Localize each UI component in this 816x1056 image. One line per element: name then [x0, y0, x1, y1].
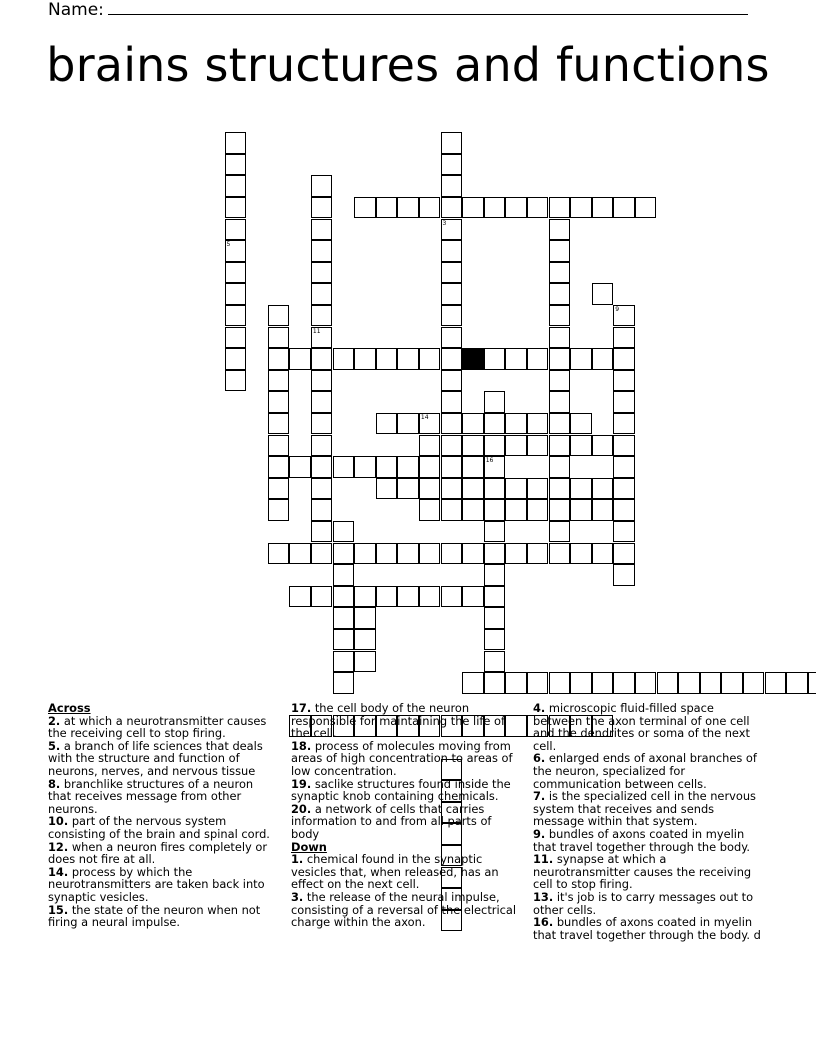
- grid-cell[interactable]: [268, 456, 290, 478]
- grid-cell[interactable]: [613, 348, 635, 370]
- grid-cell[interactable]: [376, 197, 398, 219]
- clue-item-number: 12.: [48, 839, 69, 854]
- grid-cell[interactable]: [441, 219, 463, 241]
- grid-cell[interactable]: [225, 283, 247, 305]
- clue-item: [48, 904, 278, 929]
- grid-cell[interactable]: [225, 240, 247, 262]
- grid-cell[interactable]: [333, 456, 355, 478]
- grid-cell[interactable]: [462, 672, 484, 694]
- grid-cell[interactable]: [311, 586, 333, 608]
- grid-cell[interactable]: [441, 262, 463, 284]
- grid-cell[interactable]: [397, 348, 419, 370]
- grid-cell[interactable]: [268, 413, 290, 435]
- clue-item-text: a network of cells that carries information to and from all parts of body: [291, 801, 492, 841]
- clue-number: 11: [312, 327, 321, 335]
- grid-cell[interactable]: [808, 672, 816, 694]
- clue-item: [48, 841, 278, 866]
- grid-cell[interactable]: [441, 154, 463, 176]
- grid-cell[interactable]: [397, 456, 419, 478]
- grid-cell[interactable]: [225, 348, 247, 370]
- clue-item-text: bundles of axons coated in myelin that travel together through the body.: [533, 826, 750, 854]
- grid-cell[interactable]: [441, 456, 463, 478]
- grid-cell[interactable]: [462, 435, 484, 457]
- grid-cell[interactable]: [311, 219, 333, 241]
- grid-cell[interactable]: [613, 543, 635, 565]
- grid-cell[interactable]: [505, 197, 527, 219]
- clue-item-text: is the specialized cell in the nervous system that receives and sends message within that system.: [533, 789, 756, 829]
- grid-cell[interactable]: [354, 586, 376, 608]
- grid-cell[interactable]: [354, 348, 376, 370]
- grid-cell[interactable]: [311, 305, 333, 327]
- clue-item: [533, 702, 763, 752]
- grid-cell[interactable]: [376, 456, 398, 478]
- clue-item-number: 17.: [291, 701, 312, 715]
- grid-cell[interactable]: [549, 543, 571, 565]
- clue-item-number: 4.: [533, 701, 546, 715]
- grid-cell[interactable]: [311, 391, 333, 413]
- clue-item: [533, 752, 763, 790]
- grid-cell[interactable]: [397, 543, 419, 565]
- clue-item-text: it's job is to carry messages out to other cells.: [533, 889, 754, 917]
- grid-cell[interactable]: [462, 456, 484, 478]
- grid-cell[interactable]: [419, 478, 441, 500]
- grid-cell[interactable]: [721, 672, 743, 694]
- clue-item-number: 15.: [48, 902, 69, 917]
- grid-cell[interactable]: [462, 499, 484, 521]
- grid-cell[interactable]: [613, 672, 635, 694]
- grid-cell[interactable]: [441, 283, 463, 305]
- clues-column-2: [291, 702, 521, 929]
- grid-cell[interactable]: [484, 521, 506, 543]
- grid-cell[interactable]: [441, 543, 463, 565]
- grid-cell[interactable]: [354, 607, 376, 629]
- grid-cell[interactable]: [549, 240, 571, 262]
- grid-cell[interactable]: [570, 543, 592, 565]
- grid-cell[interactable]: [505, 672, 527, 694]
- grid-cell[interactable]: [570, 672, 592, 694]
- grid-cell[interactable]: [613, 327, 635, 349]
- grid-cell[interactable]: [441, 197, 463, 219]
- clue-item-text: bundles of axons coated in myelin that travel together through the body. d: [533, 915, 761, 942]
- grid-cell[interactable]: [549, 435, 571, 457]
- clue-item-number: 11.: [533, 852, 554, 867]
- grid-cell[interactable]: [376, 586, 398, 608]
- grid-cell[interactable]: [570, 435, 592, 457]
- grid-cell[interactable]: [311, 413, 333, 435]
- grid-cell[interactable]: [268, 305, 290, 327]
- clue-item-number: 14.: [48, 864, 69, 879]
- grid-cell[interactable]: [484, 564, 506, 586]
- clue-item: [291, 803, 521, 841]
- grid-cell[interactable]: [505, 413, 527, 435]
- grid-cell[interactable]: [333, 586, 355, 608]
- grid-cell[interactable]: [268, 478, 290, 500]
- grid-cell[interactable]: [268, 370, 290, 392]
- grid-cell[interactable]: [311, 499, 333, 521]
- grid-cell[interactable]: [441, 391, 463, 413]
- grid-cell[interactable]: [549, 262, 571, 284]
- grid-cell[interactable]: [311, 327, 333, 349]
- grid-cell[interactable]: [592, 499, 614, 521]
- grid-cell[interactable]: [462, 543, 484, 565]
- clue-item-text: when a neuron fires completely or does not fire at all.: [48, 839, 268, 867]
- down-clue-list-continued: [533, 702, 763, 941]
- grid-cell[interactable]: [441, 586, 463, 608]
- grid-cell[interactable]: [743, 672, 765, 694]
- clue-item-text: at which a neurotransmitter causes the receiving cell to stop firing.: [48, 713, 267, 741]
- grid-cell[interactable]: [333, 672, 355, 694]
- grid-cell[interactable]: [527, 197, 549, 219]
- clue-item: [48, 778, 278, 816]
- grid-cell[interactable]: [441, 132, 463, 154]
- grid-cell[interactable]: [613, 499, 635, 521]
- clue-item-number: 19.: [291, 776, 312, 791]
- grid-cell[interactable]: [505, 435, 527, 457]
- grid-cell[interactable]: [613, 391, 635, 413]
- grid-cell[interactable]: [592, 543, 614, 565]
- grid-cell[interactable]: [613, 413, 635, 435]
- grid-cell[interactable]: [549, 197, 571, 219]
- grid-cell[interactable]: [225, 197, 247, 219]
- grid-cell[interactable]: [657, 672, 679, 694]
- grid-cell[interactable]: [635, 672, 657, 694]
- grid-cell[interactable]: [397, 413, 419, 435]
- clue-number: 5: [226, 241, 231, 249]
- clue-item-number: 18.: [291, 738, 312, 753]
- grid-cell[interactable]: [225, 132, 247, 154]
- clue-item-number: 8.: [48, 776, 61, 791]
- clue-item-text: part of the nervous system consisting of the brain and spinal cord.: [48, 814, 270, 841]
- grid-cell[interactable]: [678, 672, 700, 694]
- name-underline: [108, 0, 748, 15]
- grid-cell[interactable]: [311, 543, 333, 565]
- grid-cell[interactable]: [333, 521, 355, 543]
- clue-item: [291, 702, 521, 740]
- grid-cell[interactable]: [592, 197, 614, 219]
- clue-item-text: a branch of life sciences that deals with the structure and function of neurons, nerves, and nervous tissue: [48, 738, 263, 778]
- clue-item: [533, 853, 763, 891]
- grid-cell[interactable]: [441, 370, 463, 392]
- grid-cell[interactable]: [225, 219, 247, 241]
- grid-cell[interactable]: [268, 435, 290, 457]
- clue-item: [291, 740, 521, 778]
- grid-cell[interactable]: [484, 413, 506, 435]
- grid-cell[interactable]: [613, 305, 635, 327]
- grid-cell[interactable]: [592, 672, 614, 694]
- grid-cell[interactable]: [419, 435, 441, 457]
- grid-cell[interactable]: [484, 499, 506, 521]
- across-clue-list-continued: [291, 702, 521, 841]
- clue-item: [48, 715, 278, 740]
- clue-item: [291, 778, 521, 803]
- down-clue-list: [291, 853, 521, 929]
- grid-cell[interactable]: [441, 305, 463, 327]
- grid-cell[interactable]: [311, 175, 333, 197]
- grid-cell[interactable]: [549, 413, 571, 435]
- grid-cell[interactable]: [441, 327, 463, 349]
- clue-item-number: 13.: [533, 889, 554, 904]
- grid-cell[interactable]: [549, 370, 571, 392]
- grid-cell[interactable]: [527, 435, 549, 457]
- name-label: Name:: [48, 0, 104, 20]
- clue-item-number: 9.: [533, 826, 546, 841]
- grid-cell[interactable]: [549, 456, 571, 478]
- clue-item: [533, 790, 763, 828]
- grid-cell[interactable]: [527, 478, 549, 500]
- down-heading: Down: [291, 839, 327, 854]
- grid-cell[interactable]: [765, 672, 787, 694]
- grid-cell[interactable]: [484, 435, 506, 457]
- clue-number: 14: [420, 413, 429, 421]
- clue-item-text: branchlike structures of a neuron that receives message from other neurons.: [48, 776, 254, 816]
- grid-cell[interactable]: [484, 607, 506, 629]
- grid-cell[interactable]: [441, 478, 463, 500]
- grid-cell[interactable]: [549, 672, 571, 694]
- grid-cell[interactable]: [225, 175, 247, 197]
- grid-cell[interactable]: [354, 651, 376, 673]
- clue-item-number: 6.: [533, 751, 546, 766]
- grid-cell[interactable]: [613, 370, 635, 392]
- grid-cell[interactable]: [311, 478, 333, 500]
- grid-cell[interactable]: [441, 413, 463, 435]
- clue-item-number: 7.: [533, 789, 546, 804]
- clue-item: [533, 828, 763, 853]
- grid-cell[interactable]: [484, 629, 506, 651]
- grid-cell[interactable]: [484, 391, 506, 413]
- clue-number: 9: [615, 305, 620, 313]
- grid-cell[interactable]: [484, 543, 506, 565]
- clues-column-1: [48, 702, 278, 929]
- clues-column-3: [533, 702, 763, 941]
- clue-item-text: the release of the neural impulse, consisting of a reversal of the electrical charge within the axon.: [291, 889, 517, 930]
- grid-cell[interactable]: [225, 262, 247, 284]
- grid-cell[interactable]: [289, 456, 311, 478]
- grid-cell[interactable]: [289, 543, 311, 565]
- grid-cell[interactable]: [462, 413, 484, 435]
- clue-item-text: microscopic fluid-filled space between the axon terminal of one cell and the dendrites or soma of the next cell.: [533, 701, 750, 753]
- grid-cell[interactable]: [484, 456, 506, 478]
- grid-cell[interactable]: [462, 586, 484, 608]
- clue-item-number: 5.: [48, 738, 61, 753]
- grid-cell[interactable]: [376, 543, 398, 565]
- clue-number: 16: [485, 457, 494, 465]
- grid-cell[interactable]: [289, 586, 311, 608]
- grid-cell[interactable]: [268, 327, 290, 349]
- grid-cell[interactable]: [527, 413, 549, 435]
- grid-cell[interactable]: [592, 435, 614, 457]
- grid-cell[interactable]: [419, 456, 441, 478]
- grid-cell[interactable]: [484, 197, 506, 219]
- grid-cell[interactable]: [462, 197, 484, 219]
- clue-item-number: 16.: [533, 915, 554, 930]
- grid-cell[interactable]: [311, 197, 333, 219]
- across-clue-list: [48, 715, 278, 929]
- grid-cell[interactable]: [570, 348, 592, 370]
- clue-item-number: 2.: [48, 713, 61, 728]
- grid-cell[interactable]: [376, 478, 398, 500]
- clue-item-text: synapse at which a neurotransmitter causes the receiving cell to stop firing.: [533, 852, 752, 892]
- grid-cell[interactable]: [613, 435, 635, 457]
- grid-cell[interactable]: [786, 672, 808, 694]
- grid-cell[interactable]: [354, 543, 376, 565]
- grid-cell[interactable]: [333, 564, 355, 586]
- grid-cell[interactable]: [225, 370, 247, 392]
- grid-cell[interactable]: [570, 413, 592, 435]
- grid-cell[interactable]: [333, 348, 355, 370]
- grid-cell[interactable]: [549, 499, 571, 521]
- grid-cell[interactable]: [225, 327, 247, 349]
- grid-cell[interactable]: [613, 456, 635, 478]
- grid-cell[interactable]: [354, 197, 376, 219]
- clue-item: [48, 740, 278, 778]
- grid-cell[interactable]: [527, 543, 549, 565]
- clue-item-number: 1.: [291, 852, 304, 867]
- clue-item-number: 3.: [291, 889, 304, 904]
- clue-item-text: process by which the neurotransmitters are taken back into synaptic vesicles.: [48, 864, 265, 904]
- grid-cell[interactable]: [505, 543, 527, 565]
- grid-cell[interactable]: [225, 305, 247, 327]
- clue-item-text: process of molecules moving from areas of high concentration to areas of low concentration.: [291, 738, 513, 778]
- grid-cell[interactable]: [419, 499, 441, 521]
- grid-cell[interactable]: [484, 586, 506, 608]
- clue-number: 3: [442, 219, 447, 227]
- clue-item: [291, 891, 521, 929]
- grid-cell[interactable]: [549, 283, 571, 305]
- grid-cell[interactable]: [484, 651, 506, 673]
- grid-cell[interactable]: [441, 499, 463, 521]
- grid-cell[interactable]: [441, 240, 463, 262]
- clue-item-text: saclike structures found inside the synaptic knob containing chemicals.: [291, 776, 511, 804]
- clue-item-text: chemical found in the synaptic vesicles that, when released, has an effect on the next cell.: [291, 852, 499, 892]
- clue-item-number: 20.: [291, 801, 312, 816]
- grid-cell[interactable]: [311, 283, 333, 305]
- grid-cell[interactable]: [592, 283, 614, 305]
- grid-cell[interactable]: [462, 478, 484, 500]
- grid-cell[interactable]: [527, 348, 549, 370]
- grid-cell[interactable]: [484, 348, 506, 370]
- clue-item-text: the state of the neuron when not firing a neural impulse.: [48, 902, 261, 930]
- across-heading: Across: [48, 701, 91, 715]
- grid-cell[interactable]: [549, 391, 571, 413]
- blocked-cell: [462, 348, 484, 370]
- grid-cell[interactable]: [225, 154, 247, 176]
- grid-cell[interactable]: [419, 413, 441, 435]
- grid-cell[interactable]: [419, 543, 441, 565]
- grid-cell[interactable]: [613, 564, 635, 586]
- grid-cell[interactable]: [635, 197, 657, 219]
- clue-item-text: the cell body of the neuron responsible for maintaining the life of the cell.: [291, 701, 505, 741]
- grid-cell[interactable]: [484, 478, 506, 500]
- grid-cell[interactable]: [505, 478, 527, 500]
- grid-cell[interactable]: [376, 348, 398, 370]
- grid-cell[interactable]: [592, 478, 614, 500]
- grid-cell[interactable]: [311, 521, 333, 543]
- grid-cell[interactable]: [441, 435, 463, 457]
- name-field[interactable]: [48, 0, 748, 20]
- grid-cell[interactable]: [397, 478, 419, 500]
- puzzle-title: brains structures and functions: [46, 38, 770, 92]
- grid-cell[interactable]: [333, 543, 355, 565]
- grid-cell[interactable]: [484, 672, 506, 694]
- grid-cell[interactable]: [354, 456, 376, 478]
- grid-cell[interactable]: [268, 391, 290, 413]
- grid-cell[interactable]: [700, 672, 722, 694]
- grid-cell[interactable]: [311, 435, 333, 457]
- clue-item-text: enlarged ends of axonal branches of the neuron, specialized for communication between cells.: [533, 751, 757, 791]
- grid-cell[interactable]: [289, 348, 311, 370]
- grid-cell[interactable]: [527, 672, 549, 694]
- grid-cell[interactable]: [570, 499, 592, 521]
- grid-cell[interactable]: [549, 305, 571, 327]
- grid-cell[interactable]: [613, 521, 635, 543]
- grid-cell[interactable]: [333, 629, 355, 651]
- clue-item: [48, 866, 278, 904]
- grid-cell[interactable]: [311, 240, 333, 262]
- grid-cell[interactable]: [376, 413, 398, 435]
- clue-item: [533, 891, 763, 916]
- grid-cell[interactable]: [311, 456, 333, 478]
- grid-cell[interactable]: [613, 197, 635, 219]
- clue-item: [533, 916, 763, 941]
- grid-cell[interactable]: [592, 348, 614, 370]
- grid-cell[interactable]: [505, 499, 527, 521]
- grid-cell[interactable]: [441, 175, 463, 197]
- grid-cell[interactable]: [505, 348, 527, 370]
- clue-item: [291, 853, 521, 891]
- grid-cell[interactable]: [549, 521, 571, 543]
- grid-cell[interactable]: [570, 478, 592, 500]
- grid-cell[interactable]: [397, 197, 419, 219]
- grid-cell[interactable]: [549, 327, 571, 349]
- grid-cell[interactable]: [419, 586, 441, 608]
- grid-cell[interactable]: [333, 607, 355, 629]
- grid-cell[interactable]: [311, 370, 333, 392]
- grid-cell[interactable]: [419, 348, 441, 370]
- grid-cell[interactable]: [549, 219, 571, 241]
- grid-cell[interactable]: [268, 543, 290, 565]
- grid-cell[interactable]: [549, 348, 571, 370]
- grid-cell[interactable]: [311, 348, 333, 370]
- grid-cell[interactable]: [570, 197, 592, 219]
- grid-cell[interactable]: [441, 348, 463, 370]
- grid-cell[interactable]: [527, 499, 549, 521]
- clue-item-number: 10.: [48, 814, 69, 829]
- grid-cell[interactable]: [268, 499, 290, 521]
- grid-cell[interactable]: [613, 478, 635, 500]
- grid-cell[interactable]: [311, 262, 333, 284]
- clue-item: [48, 815, 278, 840]
- grid-cell[interactable]: [333, 651, 355, 673]
- grid-cell[interactable]: [354, 629, 376, 651]
- grid-cell[interactable]: [549, 478, 571, 500]
- grid-cell[interactable]: [397, 586, 419, 608]
- grid-cell[interactable]: [419, 197, 441, 219]
- grid-cell[interactable]: [268, 348, 290, 370]
